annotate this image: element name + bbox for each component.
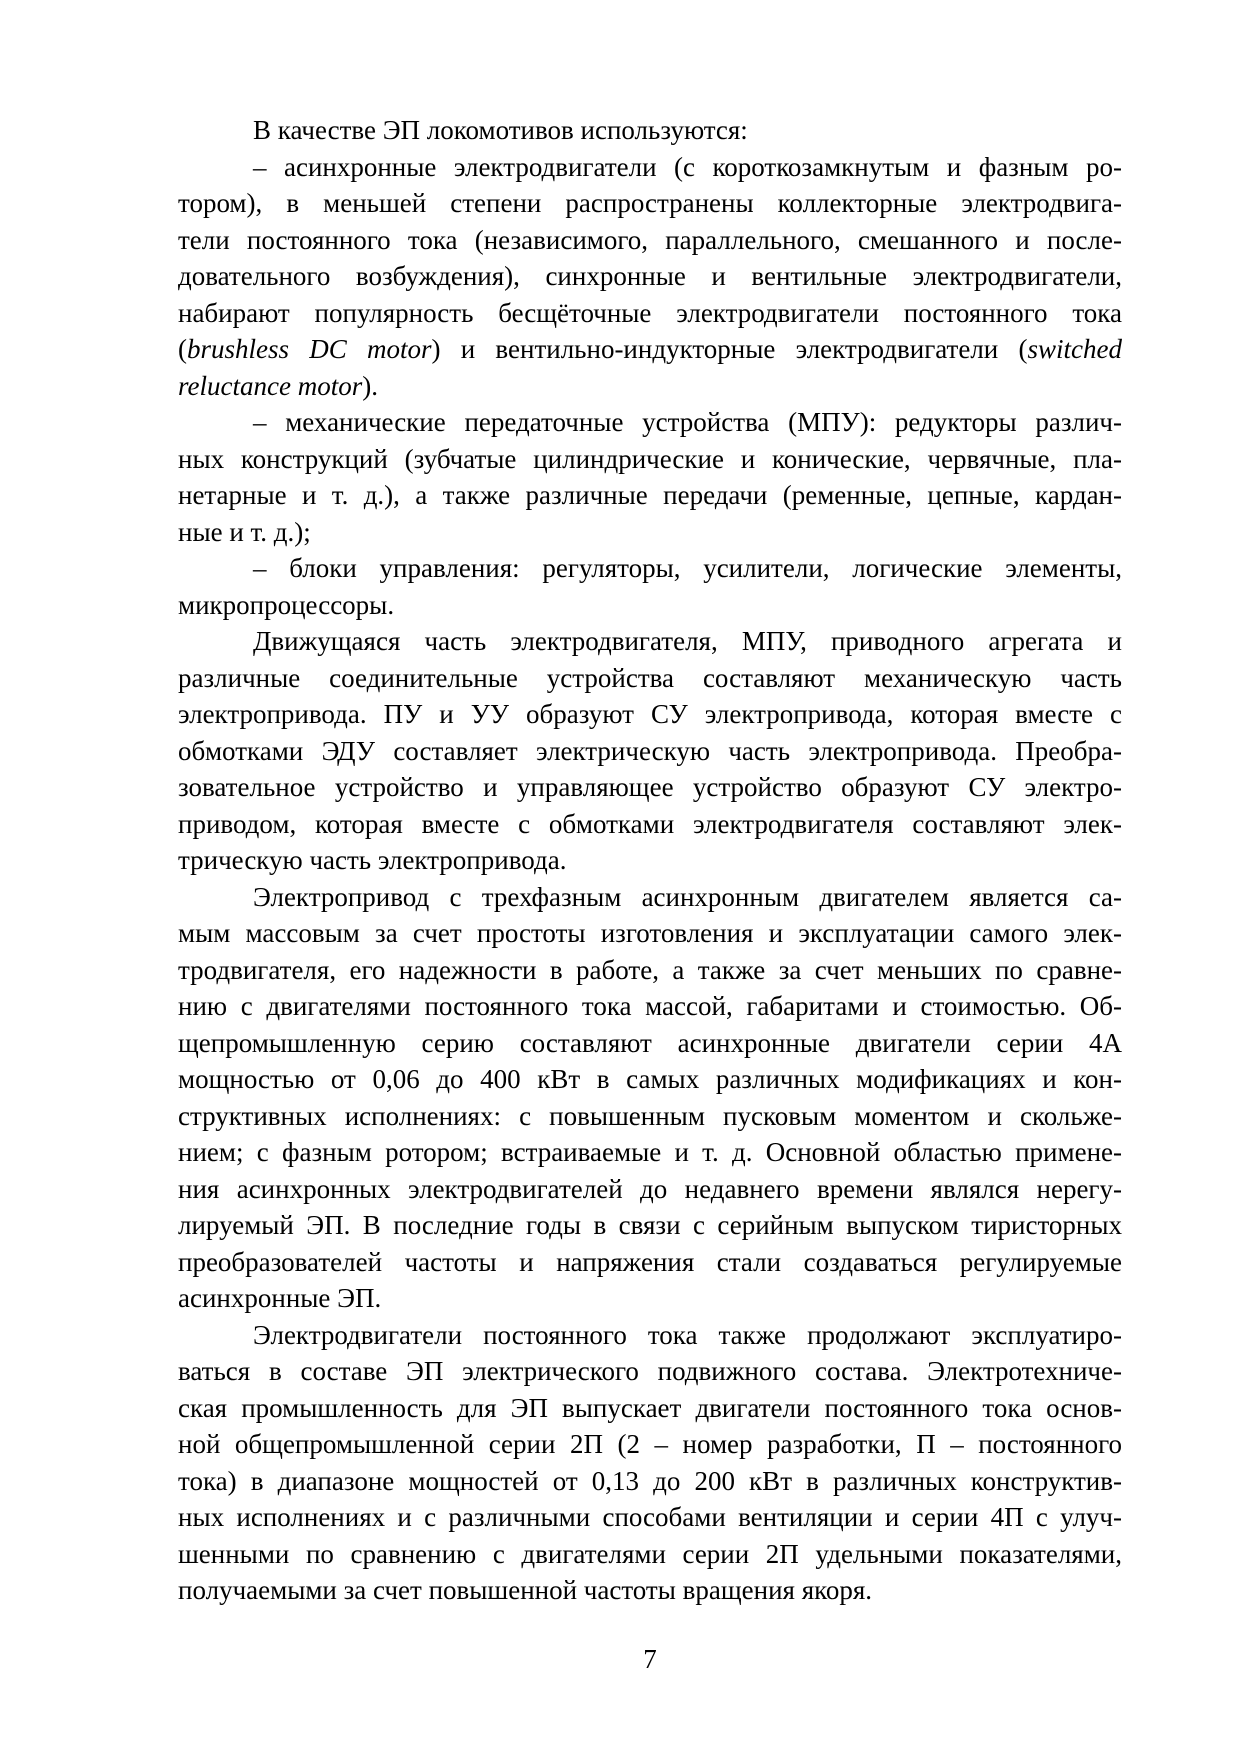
text-segment: щепромышленную серию составляют асинхронные двигатели серии 4А [178,1027,1122,1058]
text-segment: приводом, которая вместе с обмотками электродвигателя составляют элек- [178,808,1122,839]
text-line [178,1134,1122,1171]
text-segment: Электродвигатели постоянного тока также продолжают эксплуатиро- [253,1319,1122,1350]
text-segment: ( [178,334,187,364]
text-line [178,1536,1122,1573]
text-line [178,222,1122,259]
text-line [178,404,1122,441]
text-line [178,1098,1122,1135]
text-segment: ной общепромышленной серии 2П (2 – номер разработки, П – постоянного [178,1429,1122,1459]
text-segment: лируемый ЭП. В последние годы в связи с серийным выпуском тиристорных [178,1210,1122,1240]
text-line [178,331,1122,368]
text-segment: электропривода. ПУ и УУ образуют СУ электропривода, которая вместе с [178,699,1122,729]
text-segment: Электропривод с трехфазным асинхронным двигателем является са- [253,881,1122,912]
text-line [178,952,1122,989]
text-segment: тока) в диапазоне мощностей от 0,13 до 200 кВт в различных конструктив- [178,1465,1122,1496]
text-line [178,477,1122,514]
text-line [178,696,1122,733]
paragraph [178,623,1122,879]
text-line [178,185,1122,222]
text-line [178,1244,1122,1281]
text-line [178,368,1122,405]
text-segment: обмотками ЭДУ составляет электрическую часть электропривода. Преобра- [178,735,1122,766]
paragraph [178,1317,1122,1609]
paragraph [178,550,1122,623]
text-line [178,149,1122,186]
text-segment: ных исполнениях и с различными способами вентиляции и серии 4П с улуч- [178,1502,1122,1532]
text-line [178,1280,1122,1317]
text-line [178,258,1122,295]
text-line [178,1390,1122,1427]
text-segment: ). [362,370,378,401]
text-segment: трическую часть электропривода. [178,845,567,875]
text-line [178,1426,1122,1463]
text-segment: преобразователей частоты и напряжения стали создаваться регулируемые [178,1246,1122,1277]
italic-text-segment: switched [1027,334,1122,364]
text-line [178,1025,1122,1062]
text-line [178,1572,1122,1609]
paragraph [178,404,1122,550]
text-segment: – асинхронные электродвигатели (с короткозамкнутым и фазным ро- [253,151,1122,182]
text-line [178,988,1122,1025]
text-line [178,550,1122,587]
text-line [178,1317,1122,1354]
paragraph [178,879,1122,1317]
text-segment: довательного возбуждения), синхронные и вентильные электродвигатели, [178,261,1122,291]
text-segment: нием; с фазным ротором; встраиваемые и т. д. Основной областью примене- [178,1137,1122,1167]
page-number: 7 [643,1644,657,1674]
text-segment: ская промышленность для ЭП выпускает двигатели постоянного тока основ- [178,1392,1122,1423]
text-segment: шенными по сравнению с двигателями серии 2П удельными показателями, [178,1538,1122,1569]
text-segment: тродвигателя, его надежности в работе, а также за счет меньших по сравне- [178,954,1122,985]
italic-text-segment: reluctance motor [178,370,363,401]
text-line [178,623,1122,660]
text-line [178,112,1122,149]
text-segment: получаемыми за счет повышенной частоты вращения якоря. [178,1575,873,1605]
text-line [178,842,1122,879]
text-segment: нетарные и т. д.), а также различные передачи (ременные, цепные, кардан- [178,480,1122,510]
text-segment: микропроцессоры. [178,589,395,620]
text-line [178,1353,1122,1390]
text-segment: мым массовым за счет простоты изготовления и эксплуатации самого элек- [178,918,1122,948]
text-line [178,879,1122,916]
text-segment: ные и т. д.); [178,516,311,547]
text-line [178,295,1122,332]
text-segment: набирают популярность бесщёточные электродвигатели постоянного тока [178,297,1122,328]
text-segment: – механические передаточные устройства (МПУ): редукторы различ- [253,407,1122,437]
text-line [178,1499,1122,1536]
text-segment: ных конструкций (зубчатые цилиндрические и конические, червячные, пла- [178,443,1122,474]
text-segment: Движущаяся часть электродвигателя, МПУ, приводного агрегата и [253,626,1122,656]
text-line [178,806,1122,843]
italic-text-segment: brushless DC motor [187,334,432,364]
body-text [178,112,1122,1609]
text-line [178,915,1122,952]
text-line [178,660,1122,697]
text-segment: тором), в меньшей степени распространены коллекторные электродвига- [178,188,1122,218]
text-line [178,514,1122,551]
text-segment: – блоки управления: регуляторы, усилители, логические элементы, [253,553,1122,583]
text-segment: В качестве ЭП локомотивов используются: [253,115,748,145]
text-line [178,441,1122,478]
text-segment: различные соединительные устройства составляют механическую часть [178,662,1122,693]
text-segment: зовательное устройство и управляющее устройство образуют СУ электро- [178,772,1122,802]
text-segment: ния асинхронных электродвигателей до недавнего времени являлся нерегу- [178,1173,1122,1204]
text-segment: нию с двигателями постоянного тока массой, габаритами и стоимостью. Об- [178,991,1122,1021]
paragraph [178,112,1122,149]
text-line [178,1463,1122,1500]
paragraph [178,149,1122,405]
text-segment: асинхронные ЭП. [178,1283,382,1313]
text-segment: тели постоянного тока (независимого, параллельного, смешанного и после- [178,224,1122,255]
text-segment: мощностью от 0,06 до 400 кВт в самых различных модификациях и кон- [178,1064,1122,1094]
text-line [178,1061,1122,1098]
text-line [178,733,1122,770]
text-segment: ваться в составе ЭП электрического подвижного состава. Электротехниче- [178,1356,1122,1386]
text-line [178,1171,1122,1208]
text-line [178,587,1122,624]
text-line [178,1207,1122,1244]
text-segment: ) и вентильно-индукторные электродвигатели ( [431,334,1028,364]
text-line [178,769,1122,806]
text-segment: структивных исполнениях: с повышенным пусковым моментом и скольже- [178,1100,1122,1131]
